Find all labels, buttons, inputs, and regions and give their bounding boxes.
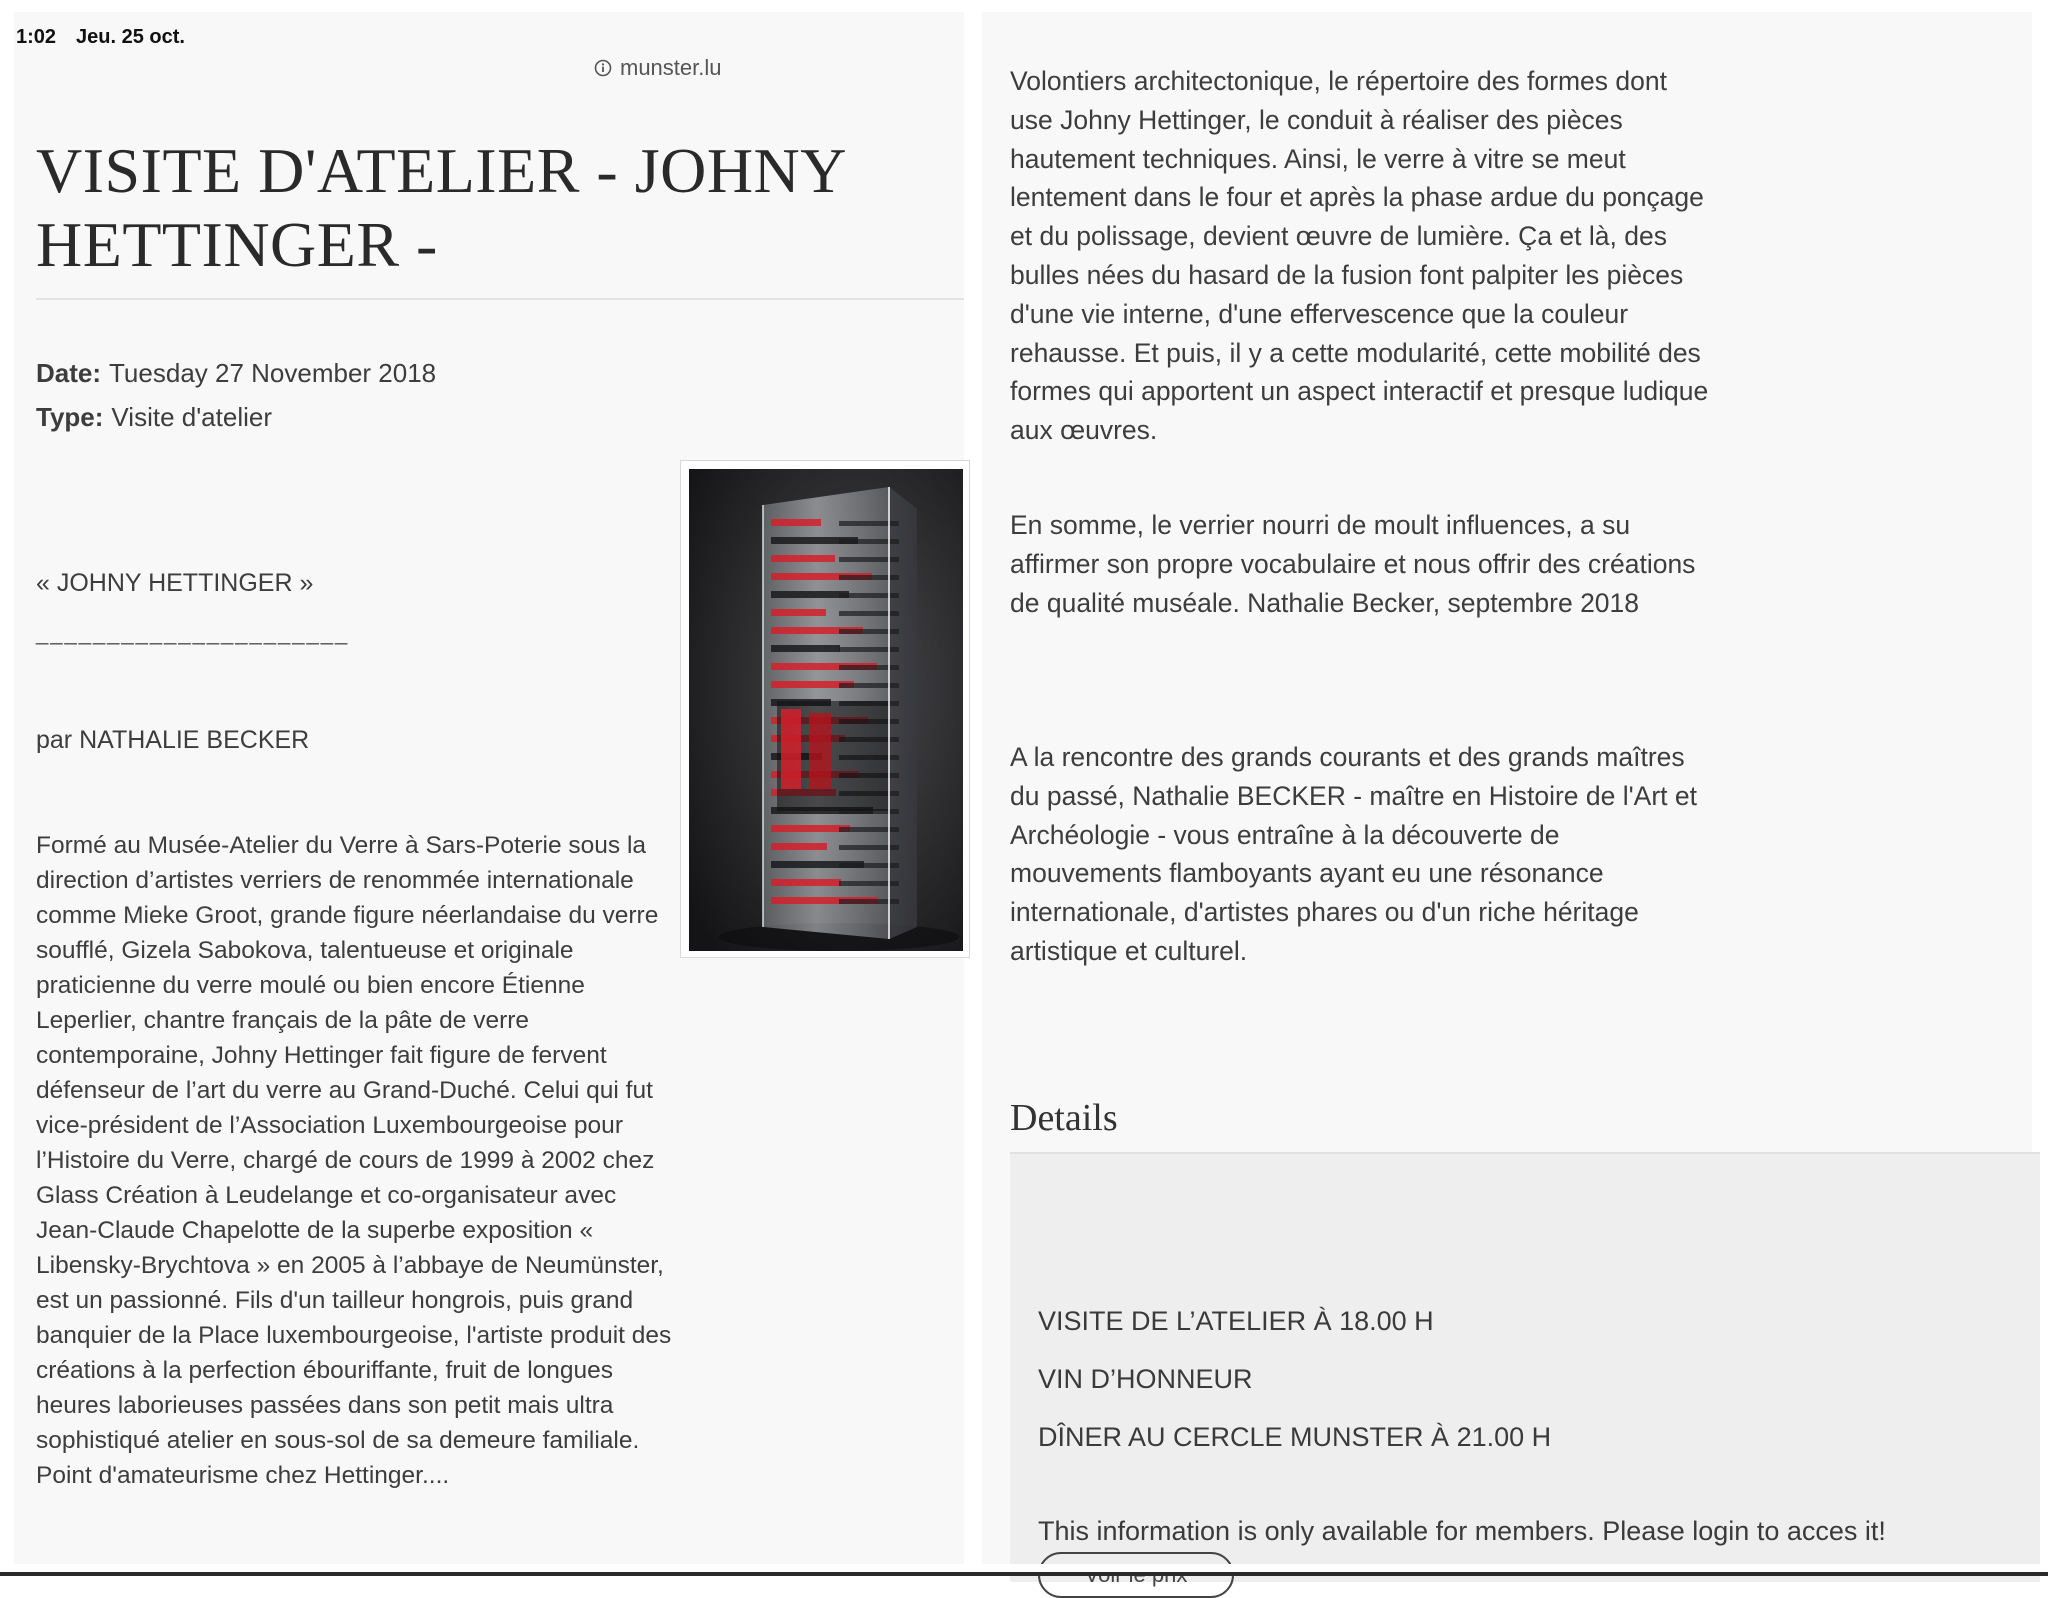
article-paragraph-forms: Volontiers architectonique, le répertoire des formes dont use Johny Hettinger, le conduit à réaliser des pièces hautement techniques. Ainsi, le verre à vitre se meut lentement dans le four et après la phase ardue du ponçage et du polissage, devient œuvre de lumière. Ça et là, des bulles nées du hasard de la fusion font palpiter les pièces d'une vie interne, d'une effervescence que la couleur rehausse. Et puis, il y a cette modularité, cette mobilité des formes qui apportent un aspect interactif et presque ludique aux œuvres. [1010,66,1709,446]
article-paragraph-conclusion: En somme, le verrier nourri de moult influences, a su affirmer son propre vocabulaire et nous offrir des créations de qualité muséale. Nathalie Becker, septembre 2018 [1010,510,1696,618]
right-page-panel [982,12,2032,1564]
status-time: 1:02 [16,26,57,48]
details-item: VIN D’HONNEUR [1038,1364,1253,1394]
address-bar[interactable] [594,55,722,81]
glass-sculpture-illustration [689,469,963,951]
left-page-panel [14,12,964,1564]
type-value: Visite d'atelier [111,402,272,432]
sculpture-slab [771,555,835,562]
date-label: Date: [36,358,102,388]
author-byline: par NATHALIE BECKER [36,726,310,754]
details-box [1010,1152,2040,1582]
title-divider [36,298,964,300]
type-label: Type: [36,402,104,432]
sculpture-slab [771,609,826,616]
info-icon [594,59,612,77]
sculpture-slab [771,879,841,886]
sculpture-slab [771,843,827,850]
details-item: DÎNER AU CERCLE MUNSTER À 21.00 H [1038,1422,1552,1452]
details-heading: Details [1010,1097,1118,1139]
artist-heading: « JOHNY HETTINGER » [36,569,314,597]
page-title: VISITE D'ATELIER - JOHNY HETTINGER - [36,135,845,280]
sculpture-slab [771,645,840,652]
url-text: munster.lu [620,55,722,80]
date-value: Tuesday 27 November 2018 [109,358,437,388]
author-bio-paragraph: A la rencontre des grands courants et des grands maîtres du passé, Nathalie BECKER - maître en Histoire de l'Art et Archéologie - vous entraîne à la découverte de mouvements flamboyants ayant eu une résonance internationale, d'artistes phares ou d'un riche héritage artistique et culturel. [1010,742,1697,966]
sculpture-slab [771,591,849,598]
separator-line: ______________________ [36,620,350,645]
article-body-left: Formé au Musée-Atelier du Verre à Sars-Poterie sous la direction d’artistes verriers de renommée internationale comme Mieke Groot, grande figure néerlandaise du verre soufflé, Gizela Sabokova, talentueuse et originale praticienne du verre moulé ou bien encore Étienne Leperlier, chantre français de la pâte de verre contemporaine, Johny Hettinger fait figure de fervent défenseur de l’art du verre au Grand-Duché. Celui qui fut vice-président de l’Association Luxembourgeoise pour l’Histoire du Verre, chargé de cours de 1999 à 2002 chez Glass Création à Leudelange et co-organisateur avec Jean-Claude Chapelotte de la superbe exposition « Libensky-Brychtova » en 2005 à l’abbaye de Neumünster, est un passionné. Fils d'un tailleur hongrois, puis grand banquier de la Place luxembourgeoise, l'artiste produit des créations à la perfection ébouriffante, fruit de longues heures laborieuses passées dans son petit mais ultra sophistiqué atelier en sous-sol de sa demeure familiale. Point d'amateurisme chez Hettinger.... [36,832,672,1489]
event-type [36,402,272,433]
status-date: Jeu. 25 oct. [76,26,185,48]
event-date [36,358,436,389]
bottom-edge [0,1564,2048,1576]
sculpture-slab [771,519,821,526]
artwork-image [680,460,970,958]
details-item: VISITE DE L’ATELIER À 18.00 H [1038,1306,1434,1336]
members-only-note: This information is only available for members. Please login to acces it! [1038,1516,1886,1546]
sculpture-slab [771,825,850,832]
